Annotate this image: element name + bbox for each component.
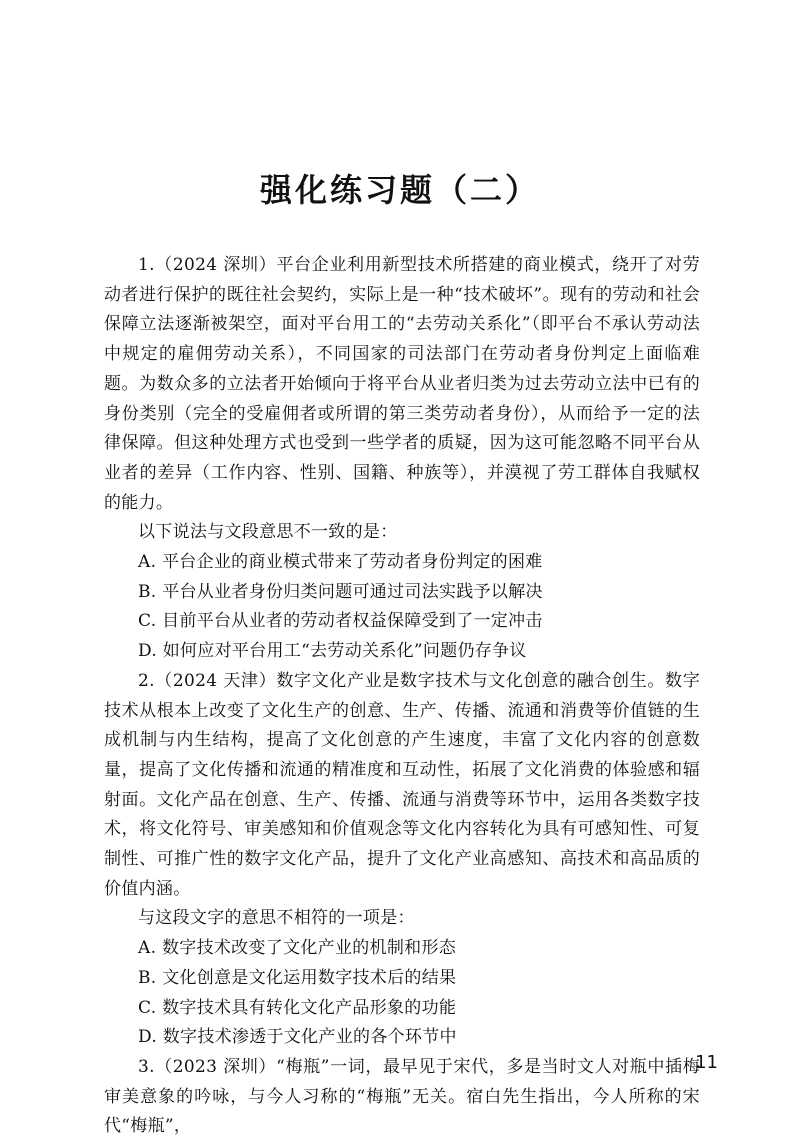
page-number: 11 bbox=[695, 1052, 718, 1073]
question-1-option-a: A. 平台企业的商业模式带来了劳动者身份判定的困难 bbox=[138, 552, 543, 573]
exercise-body bbox=[104, 251, 700, 1142]
question-2-option-d: D. 数字技术渗透于文化产业的各个环节中 bbox=[138, 1027, 457, 1048]
question-1-option-b: B. 平台从业者身份归类问题可通过司法实践予以解决 bbox=[138, 581, 543, 602]
question-1-passage: 1.（2024 深圳）平台企业利用新型技术所搭建的商业模式，绕开了对劳动者进行保护的既往社会契约，实际上是一种“技术破坏”。现有的劳动和社会保障立法逐渐被架空，面对平台用工的“去劳动关系化”（即平台不承认劳动法中规定的雇佣劳动关系），不同国家的司法部门在劳动者身份判定上面临难题。为数众多的立法者开始倾向于将平台从业者归类为过去劳动立法中已有的身份类别（完全的受雇佣者或所谓的第三类劳动者身份），从而给予一定的法律保障。但这种处理方式也受到一些学者的质疑，因为这可能忽略不同平台从业者的差异（工作内容、性别、国籍、种族等），并漠视了劳工群体自我赋权的能力。 bbox=[104, 255, 700, 513]
question-1-option-d: D. 如何应对平台用工“去劳动关系化”问题仍存争议 bbox=[138, 641, 527, 662]
question-1-stem: 以下说法与文段意思不一致的是： bbox=[138, 522, 398, 543]
question-2-option-b: B. 文化创意是文化运用数字技术后的结果 bbox=[138, 967, 457, 988]
question-2-stem: 与这段文字的意思不相符的一项是： bbox=[138, 908, 415, 929]
question-1-option-c: C. 目前平台从业者的劳动者权益保障受到了一定冲击 bbox=[138, 611, 543, 632]
question-2-option-a: A. 数字技术改变了文化产业的机制和形态 bbox=[138, 938, 457, 959]
question-3-passage: 3.（2023 深圳）“梅瓶”一词，最早见于宋代，多是当时文人对瓶中插梅审美意象的吟咏，与今人习称的“梅瓶”无关。宿白先生指出，今人所称的宋代“梅瓶”， bbox=[104, 1056, 700, 1137]
question-2-passage: 2.（2024 天津）数字文化产业是数字技术与文化创意的融合创生。数字技术从根本上改变了文化生产的创意、生产、传播、流通和消费等价值链的生成机制与内生结构，提高了文化创意的产生速度，丰富了文化内容的创意数量，提高了文化传播和流通的精准度和互动性，拓展了文化消费的体验感和辐射面。文化产品在创意、生产、传播、流通与消费等环节中，运用各类数字技术，将文化符号、审美感知和价值观念等文化内容转化为具有可感知性、可复制性、可推广性的数字文化产品，提升了文化产业高感知、高技术和高品质的价值内涵。 bbox=[104, 670, 700, 899]
question-2-option-c: C. 数字技术具有转化文化产品形象的功能 bbox=[138, 997, 457, 1018]
page-title: 强化练习题（二） bbox=[259, 171, 540, 209]
